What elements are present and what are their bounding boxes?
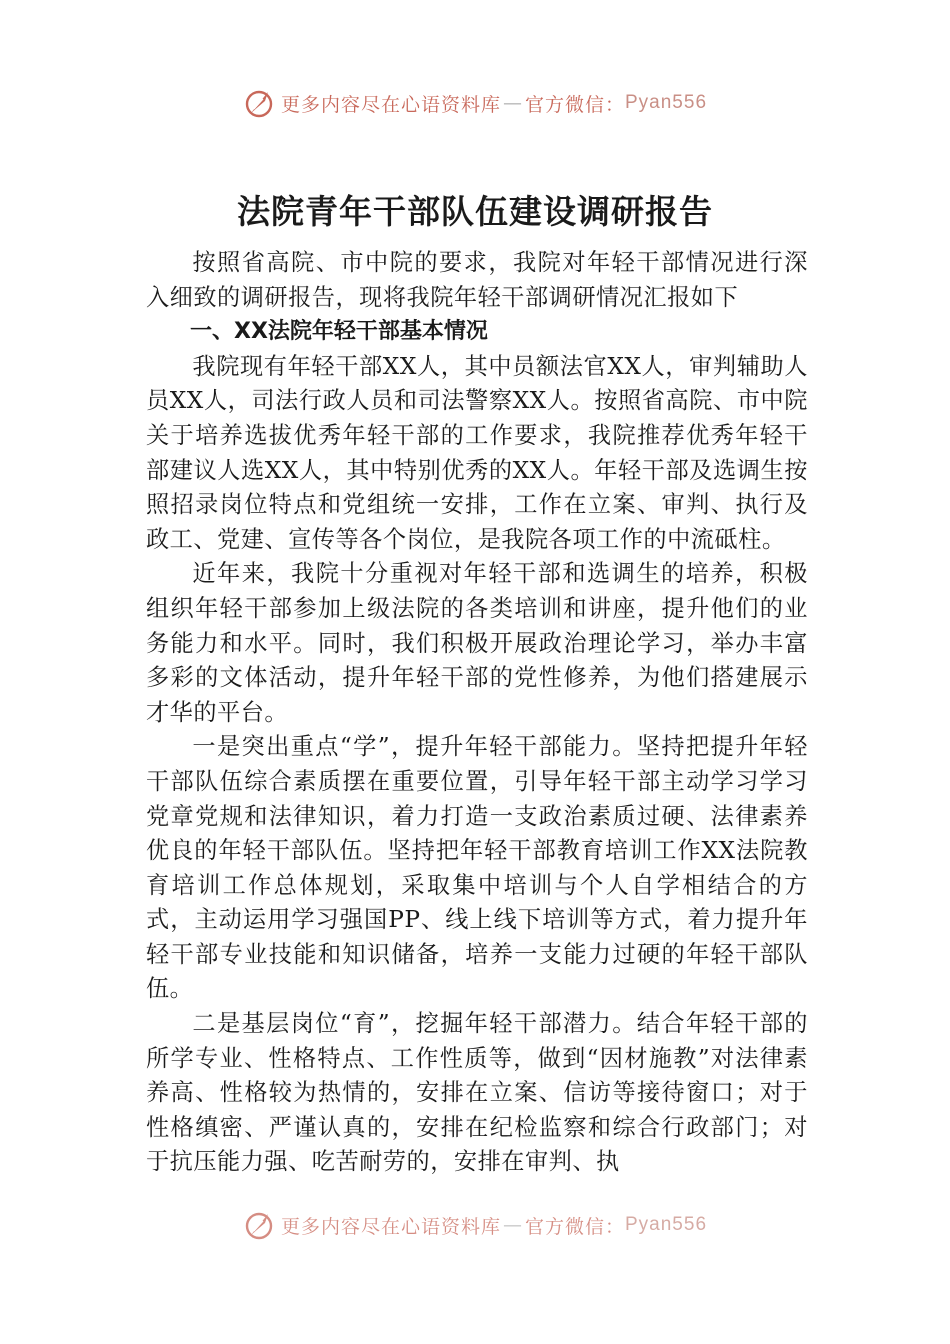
paragraph-learning: 一是突出重点“学”，提升年轻干部能力。坚持把提升年轻干部队伍综合素质摆在重要位置，引导年轻干部主动学习学习党章党规和法律知识，着力打造一支政治素质过硬、法律素养优良的年轻干部队伍。坚持把年轻干部教育培训工作XX法院教育培训工作总体规划，采取集中培训与个人自学相结合的方式，主动运用学习强国PP、线上线下培训等方式，着力提升年轻干部专业技能和知识储备，培养一支能力过硬的年轻干部队伍。 bbox=[146, 733, 808, 1003]
quill-logo-icon bbox=[243, 87, 275, 119]
document-title: 法院青年干部队伍建设调研报告 bbox=[237, 192, 713, 231]
paragraph-recent-years: 近年来，我院十分重视对年轻干部和选调生的培养，积极组织年轻干部参加上级法院的各类培训和讲座，提升他们的业务能力和水平。同时，我们积极开展政治理论学习，举办丰富多彩的文体活动，提升年轻干部的党性修养，为他们搭建展示才华的平台。 bbox=[146, 560, 808, 726]
watermark-header bbox=[0, 86, 950, 120]
paragraph-grassroots: 二是基层岗位“育”，挖掘年轻干部潜力。结合年轻干部的所学专业、性格特点、工作性质等，做到“因材施教”对法律素养高、性格较为热情的，安排在立案、信访等接待窗口；对于性格缜密、严谨认真的，安排在纪检监察和综合行政部门；对于抗压能力强、吃苦耐劳的，安排在审判、执 bbox=[146, 1010, 808, 1176]
watermark-footer bbox=[0, 1208, 950, 1242]
watermark-account: Pyan556 bbox=[625, 92, 708, 113]
watermark-separator: — bbox=[502, 92, 523, 114]
watermark-text: 更多内容尽在心语资料库 bbox=[280, 1215, 501, 1238]
watermark-account: Pyan556 bbox=[625, 1214, 708, 1235]
watermark-separator: — bbox=[502, 1214, 523, 1236]
watermark-text: 更多内容尽在心语资料库 bbox=[280, 93, 501, 116]
document-body bbox=[146, 246, 808, 1180]
intro-paragraph: 按照省高院、市中院的要求，我院对年轻干部情况进行深入细致的调研报告，现将我院年轻干部调研情况汇报如下 bbox=[146, 249, 808, 311]
section-heading: 一、XX法院年轻干部基本情况 bbox=[190, 319, 488, 345]
watermark-label: 官方微信： bbox=[524, 93, 625, 116]
paragraph-basic-situation: 我院现有年轻干部XX人，其中员额法官XX人，审判辅助人员XX人，司法行政人员和司法警察XX人。按照省高院、市中院关于培养选拔优秀年轻干部的工作要求，我院推荐优秀年轻干部建议人选XX人，其中特别优秀的XX人。年轻干部及选调生按照招录岗位特点和党组统一安排，工作在立案、审判、执行及政工、党建、宣传等各个岗位，是我院各项工作的中流砥柱。 bbox=[146, 352, 808, 553]
quill-logo-icon bbox=[243, 1209, 275, 1241]
watermark-label: 官方微信： bbox=[524, 1215, 625, 1238]
